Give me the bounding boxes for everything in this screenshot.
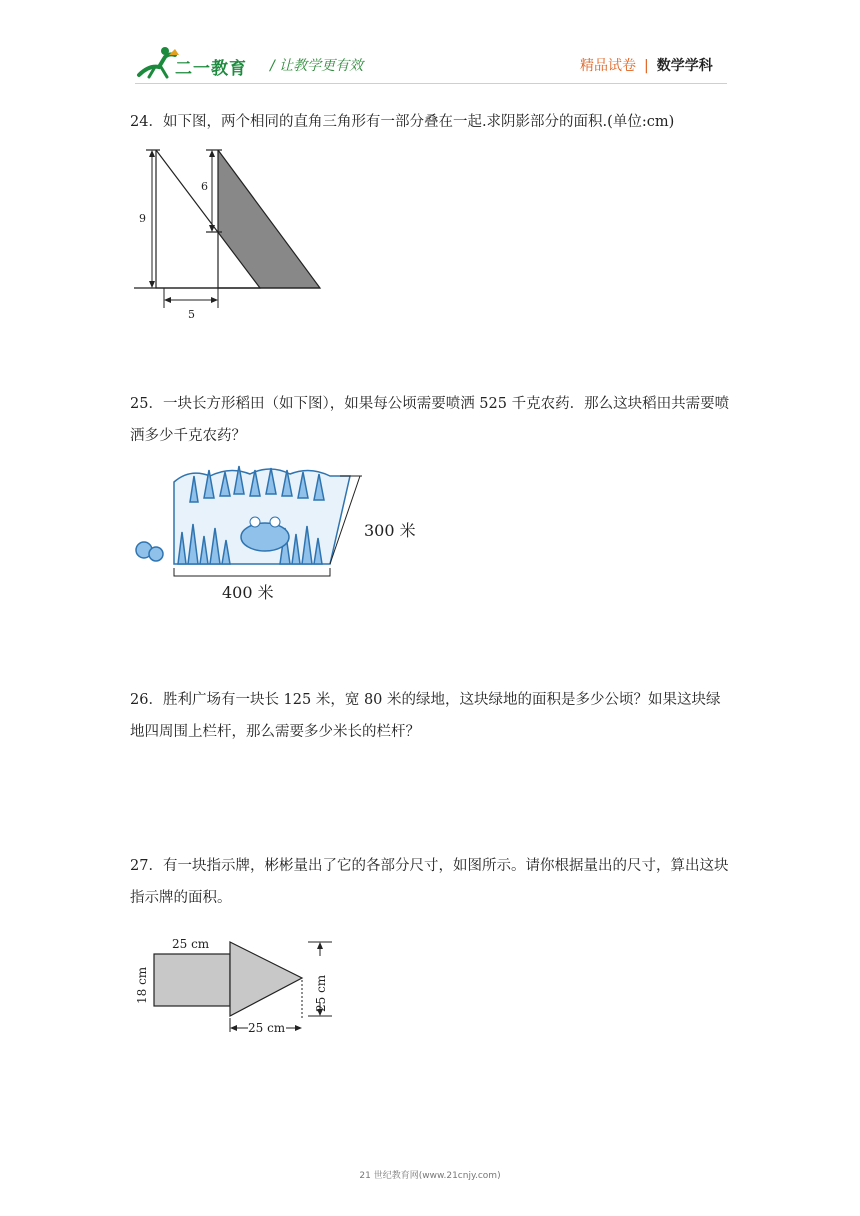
top-label: 25 cm xyxy=(172,937,210,951)
figure-24-triangles xyxy=(130,140,330,325)
bottom-label: 25 cm xyxy=(248,1021,286,1035)
left-label: 18 cm xyxy=(135,966,149,1004)
sign-triangle xyxy=(230,942,302,1016)
figure-25-rice-field xyxy=(130,462,430,607)
question-26: 26．胜利广场有一块长 125 米，宽 80 米的绿地，这块绿地的面积是多少公顷？如果这块绿地四周围上栏杆，那么需要多少米长的栏杆？ xyxy=(130,692,721,740)
figure-27-sign xyxy=(130,932,340,1042)
width-label: 400 米 xyxy=(222,583,274,602)
sign-rectangle xyxy=(154,954,230,1006)
page-header xyxy=(0,0,860,100)
logo-text: 二一教育 xyxy=(175,59,247,79)
subject-label: 数学学科 xyxy=(656,58,713,74)
header-right xyxy=(580,55,713,75)
label-9: 9 xyxy=(139,212,146,225)
right-label: 25 cm xyxy=(314,974,328,1012)
header-divider xyxy=(135,83,727,84)
header-separator: | xyxy=(644,58,649,74)
label-5: 5 xyxy=(188,308,195,321)
question-24: 24．如下图，两个相同的直角三角形有一部分叠在一起.求阴影部分的面积.(单位:cm) xyxy=(130,114,675,130)
page-footer: 21 世纪教育网(www.21cnjy.com) xyxy=(359,1171,501,1181)
question-27: 27．有一块指示牌，彬彬量出了它的各部分尺寸，如图所示。请你根据量出的尺寸，算出这块指示牌的面积。 xyxy=(130,858,729,906)
premium-tag: 精品试卷 xyxy=(580,58,636,74)
height-label: 300 米 xyxy=(364,521,416,540)
question-25: 25．一块长方形稻田（如下图），如果每公顷需要喷洒 525 千克农药．那么这块稻田共需要喷洒多少千克农药？ xyxy=(130,396,730,444)
label-6: 6 xyxy=(201,180,208,193)
slogan: / 让教学更有效 xyxy=(270,58,364,74)
